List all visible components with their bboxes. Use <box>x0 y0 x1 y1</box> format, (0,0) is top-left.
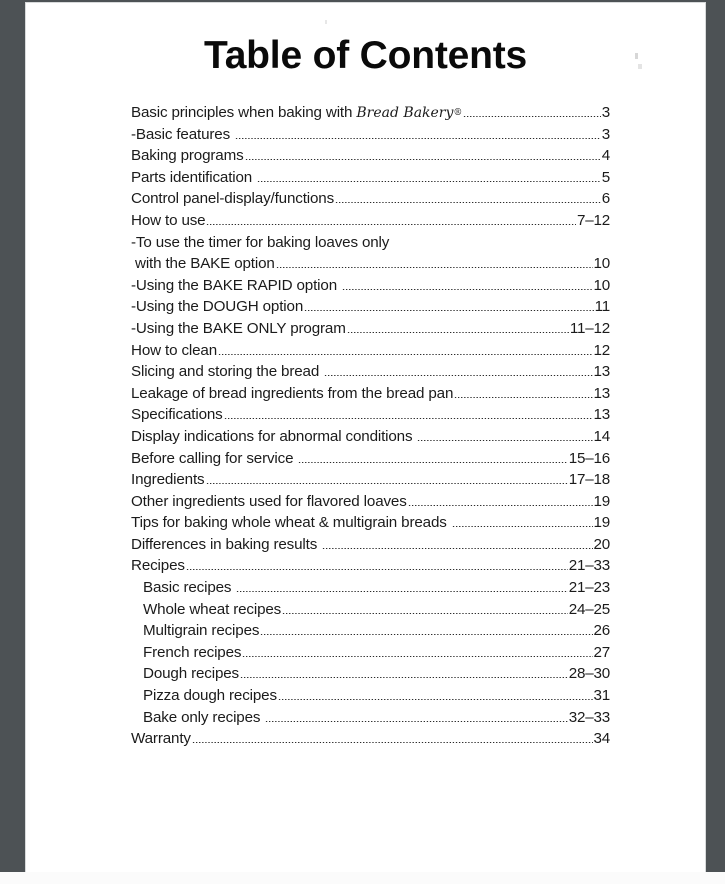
toc-entry-label: -To use the timer for baking loaves only <box>131 233 390 251</box>
toc-page-number: 32–33 <box>568 708 610 726</box>
toc-page-number: 31 <box>593 687 610 705</box>
toc-dot-leader <box>335 202 601 203</box>
toc-dot-leader <box>390 246 609 247</box>
toc-entry-label: -Using the BAKE ONLY program <box>131 319 346 337</box>
toc-page-number: 13 <box>593 384 610 402</box>
page-title: Table of Contents <box>203 34 528 77</box>
toc-page-number: 34 <box>593 730 610 748</box>
toc-page-number: 19 <box>593 492 610 510</box>
toc-entry[interactable] <box>131 298 610 320</box>
table-of-contents-list <box>131 104 610 752</box>
toc-entry[interactable] <box>131 622 610 644</box>
toc-entry-label: Recipes <box>131 557 185 575</box>
toc-page-number: 3 <box>601 104 610 121</box>
toc-entry[interactable] <box>131 687 610 709</box>
toc-entry[interactable] <box>131 342 610 364</box>
toc-dot-leader <box>454 397 592 398</box>
toc-entry-label: Bake only recipes <box>143 708 261 726</box>
toc-entry-label: Leakage of bread ingredients from the bread pan <box>131 384 454 402</box>
toc-page-number: 3 <box>601 125 610 143</box>
toc-dot-leader <box>242 656 592 657</box>
toc-entry-label: -Basic features <box>131 125 231 143</box>
toc-entry[interactable] <box>131 644 610 666</box>
toc-page-number: 21–33 <box>568 557 610 575</box>
toc-entry[interactable] <box>131 493 610 515</box>
toc-page-number: 21–23 <box>568 579 610 597</box>
viewer-bottom-strip <box>0 872 725 884</box>
toc-entry[interactable] <box>131 730 610 752</box>
toc-entry-label: Other ingredients used for flavored loaves <box>131 492 407 510</box>
toc-entry-label: Ingredients <box>131 471 205 489</box>
toc-dot-leader <box>192 742 593 743</box>
toc-dot-leader <box>324 375 592 376</box>
toc-dot-leader <box>186 569 568 570</box>
toc-entry-label: French recipes <box>143 643 242 661</box>
toc-page-number: 26 <box>593 622 610 640</box>
toc-entry[interactable] <box>131 536 610 558</box>
toc-dot-leader <box>206 224 576 225</box>
toc-page-number: 28–30 <box>568 665 610 683</box>
toc-entry-label: Tips for baking whole wheat & multigrain breads <box>131 514 447 532</box>
toc-entry-label: -Using the BAKE RAPID option <box>131 276 337 294</box>
toc-page-number: 19 <box>593 514 610 532</box>
toc-entry-label: Warranty <box>131 730 191 748</box>
toc-entry-label: Basic recipes <box>143 579 232 597</box>
document-page <box>26 3 705 872</box>
scan-artifact-speck <box>325 20 327 24</box>
toc-page-number: 6 <box>601 190 610 208</box>
toc-dot-leader <box>236 591 567 592</box>
toc-entry-label: Control panel-display/functions <box>131 190 335 208</box>
toc-dot-leader <box>235 138 601 139</box>
toc-dot-leader <box>298 462 567 463</box>
toc-entry-label: Pizza dough recipes <box>143 687 277 705</box>
toc-entry[interactable] <box>131 363 610 385</box>
toc-entry-label: Slicing and storing the bread <box>131 363 320 381</box>
toc-entry[interactable] <box>131 450 610 472</box>
toc-entry[interactable] <box>131 709 610 731</box>
toc-dot-leader <box>278 699 593 700</box>
toc-entry-label: Whole wheat recipes <box>143 600 282 618</box>
toc-page-number: 11 <box>594 298 610 316</box>
toc-entry-label: Specifications <box>131 406 223 424</box>
toc-page-number: 13 <box>593 363 610 381</box>
toc-entry[interactable] <box>131 428 610 450</box>
toc-dot-leader <box>417 440 592 441</box>
toc-dot-leader <box>224 418 593 419</box>
toc-entry[interactable] <box>131 212 610 234</box>
toc-entry[interactable] <box>131 385 610 407</box>
toc-entry-label: How to use <box>131 211 206 229</box>
toc-entry-label: Before calling for service <box>131 449 294 467</box>
toc-entry[interactable] <box>131 234 610 256</box>
toc-page-number: 15–16 <box>568 449 610 467</box>
toc-page-number: 14 <box>593 427 610 445</box>
toc-entry[interactable] <box>131 190 610 212</box>
toc-entry-label: Display indications for abnormal conditions <box>131 427 413 445</box>
toc-entry[interactable] <box>131 579 610 601</box>
toc-entry-label: Parts identification <box>131 168 253 186</box>
toc-dot-leader <box>240 677 568 678</box>
toc-dot-leader <box>257 181 601 182</box>
toc-dot-leader <box>218 354 593 355</box>
toc-entry[interactable] <box>131 147 610 169</box>
toc-dot-leader <box>265 721 567 722</box>
toc-entry[interactable] <box>131 557 610 579</box>
toc-page-number: 12 <box>593 341 610 359</box>
toc-entry[interactable] <box>131 471 610 493</box>
toc-entry-label: Basic principles when baking with Bread Bakery® <box>131 104 463 121</box>
toc-page-number: 10 <box>593 276 610 294</box>
toc-entry-label: -Using the DOUGH option <box>131 298 304 316</box>
toc-page-number: 24–25 <box>568 600 610 618</box>
toc-dot-leader <box>276 267 593 268</box>
toc-page-number: 20 <box>593 535 610 553</box>
toc-entry[interactable] <box>131 665 610 687</box>
toc-dot-leader <box>245 159 601 160</box>
toc-entry[interactable] <box>131 255 610 277</box>
toc-entry[interactable] <box>131 514 610 536</box>
toc-dot-leader <box>408 505 593 506</box>
toc-dot-leader <box>347 332 569 333</box>
toc-entry-label: Baking programs <box>131 147 244 165</box>
brand-wordmark: Bread Bakery <box>356 105 454 121</box>
toc-dot-leader <box>282 613 568 614</box>
toc-entry-label: with the BAKE option <box>135 255 275 273</box>
toc-entry[interactable] <box>131 169 610 191</box>
toc-page-number: 11–12 <box>569 319 610 337</box>
toc-page-number: 17–18 <box>568 471 610 489</box>
toc-entry-label: How to clean <box>131 341 217 359</box>
toc-entry[interactable] <box>131 104 610 126</box>
toc-entry-label: Differences in baking results <box>131 535 318 553</box>
toc-page-number: 5 <box>601 168 610 186</box>
toc-page-number: 13 <box>593 406 610 424</box>
toc-dot-leader <box>260 634 592 635</box>
toc-page-number: 10 <box>593 255 610 273</box>
toc-dot-leader <box>206 483 568 484</box>
toc-page-number: 27 <box>593 643 610 661</box>
toc-dot-leader <box>304 310 594 311</box>
toc-entry-label: Dough recipes <box>143 665 239 683</box>
toc-dot-leader <box>322 548 592 549</box>
toc-page-number: 7–12 <box>577 211 610 229</box>
toc-entry[interactable] <box>131 126 610 148</box>
toc-entry[interactable] <box>131 320 610 342</box>
toc-dot-leader <box>452 526 593 527</box>
toc-entry[interactable] <box>131 277 610 299</box>
toc-entry-label: Multigrain recipes <box>143 622 260 640</box>
toc-entry[interactable] <box>131 601 610 623</box>
toc-page-number: 4 <box>601 147 610 165</box>
registered-trademark-icon: ® <box>453 108 463 118</box>
toc-entry[interactable] <box>131 406 610 428</box>
toc-dot-leader <box>342 289 593 290</box>
toc-dot-leader <box>463 116 600 117</box>
